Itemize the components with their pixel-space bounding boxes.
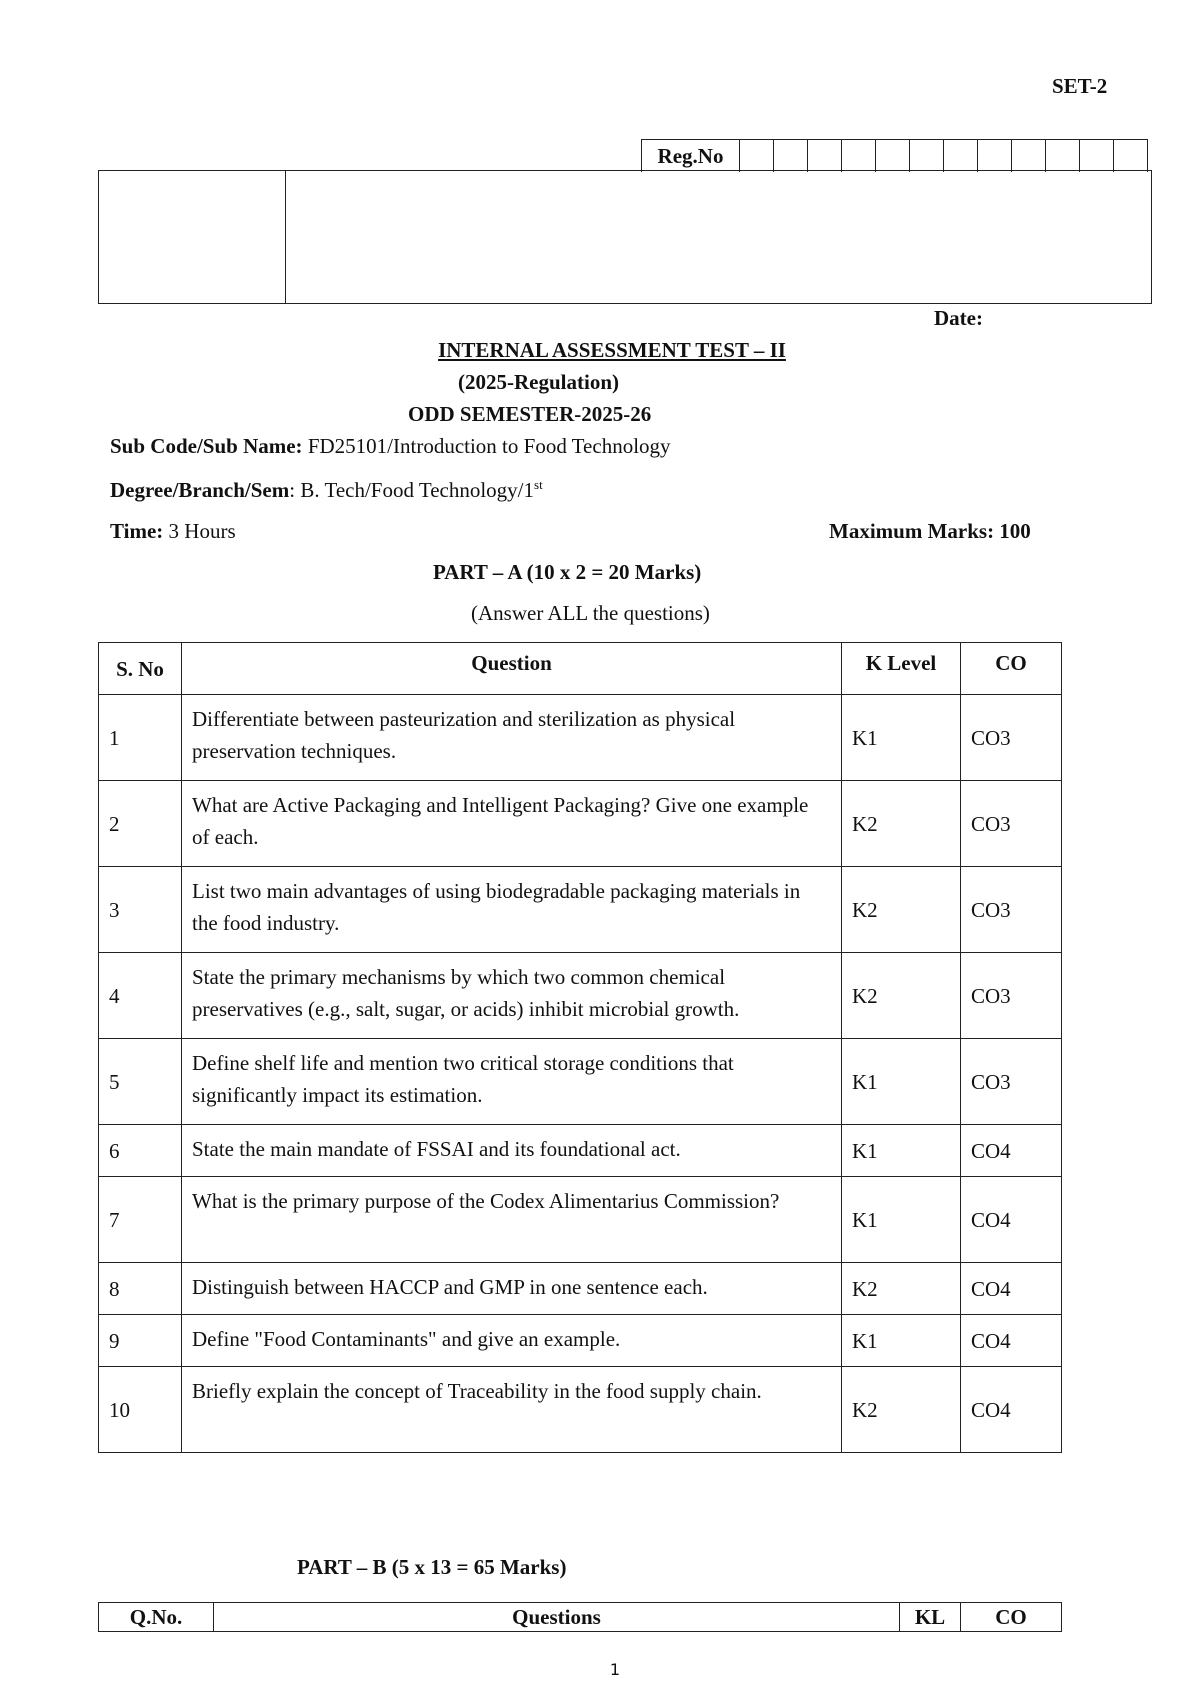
reg-no-box <box>1114 140 1148 172</box>
row-question: What is the primary purpose of the Codex Alimentarius Commission? <box>182 1177 842 1263</box>
row-k-level: K2 <box>842 867 961 953</box>
row-k-level: K1 <box>842 1177 961 1263</box>
degree-line <box>110 477 543 503</box>
time-label: Time: <box>110 519 164 543</box>
row-co: CO4 <box>961 1125 1062 1177</box>
row-co: CO3 <box>961 695 1062 781</box>
exam-title: INTERNAL ASSESSMENT TEST – II <box>438 338 786 362</box>
row-sno: 5 <box>99 1039 182 1125</box>
row-question: State the primary mechanisms by which two common chemical preservatives (e.g., salt, sugar, or acids) inhibit microbial growth. <box>182 953 842 1039</box>
reg-no-box <box>1012 140 1046 172</box>
col-k-level: K Level <box>842 643 961 695</box>
sub-code-value: FD25101/Introduction to Food Technology <box>302 434 671 458</box>
row-sno: 7 <box>99 1177 182 1263</box>
table-row <box>99 1263 1062 1315</box>
row-sno: 9 <box>99 1315 182 1367</box>
logo-area-divider <box>285 171 286 303</box>
col-co-b: CO <box>961 1603 1062 1632</box>
part-a-header-row <box>99 643 1062 695</box>
date-label: Date: <box>934 306 983 330</box>
reg-no-boxes <box>740 140 1148 172</box>
row-sno: 6 <box>99 1125 182 1177</box>
table-row <box>99 695 1062 781</box>
regulation: (2025-Regulation) <box>458 370 619 394</box>
col-qno: Q.No. <box>99 1603 214 1632</box>
row-question: Differentiate between pasteurization and sterilization as physical preservation techniques. <box>182 695 842 781</box>
reg-no-box <box>842 140 876 172</box>
row-sno: 4 <box>99 953 182 1039</box>
degree-sup: st <box>534 477 543 492</box>
row-co: CO4 <box>961 1315 1062 1367</box>
sub-code-label: Sub Code/Sub Name: <box>110 434 303 458</box>
table-row <box>99 953 1062 1039</box>
row-question: List two main advantages of using biodegradable packaging materials in the food industry. <box>182 867 842 953</box>
part-a-table <box>98 642 1062 1453</box>
reg-no-row <box>641 139 1148 172</box>
row-co: CO4 <box>961 1367 1062 1453</box>
row-sno: 8 <box>99 1263 182 1315</box>
reg-no-box <box>1046 140 1080 172</box>
col-co: CO <box>961 643 1062 695</box>
row-k-level: K1 <box>842 1125 961 1177</box>
row-sno: 3 <box>99 867 182 953</box>
row-co: CO3 <box>961 1039 1062 1125</box>
row-sno: 1 <box>99 695 182 781</box>
reg-no-label: Reg.No <box>642 140 740 172</box>
col-question: Question <box>182 643 842 695</box>
col-kl: KL <box>900 1603 961 1632</box>
reg-no-box <box>740 140 774 172</box>
time-value: 3 Hours <box>163 519 236 543</box>
row-k-level: K2 <box>842 1367 961 1453</box>
reg-no-box <box>774 140 808 172</box>
reg-no-box <box>910 140 944 172</box>
reg-no-box <box>978 140 1012 172</box>
table-row <box>99 867 1062 953</box>
part-b-heading: PART – B (5 x 13 = 65 Marks) <box>297 1555 567 1579</box>
part-a-instruction: (Answer ALL the questions) <box>471 601 710 625</box>
table-row <box>99 1367 1062 1453</box>
reg-no-box <box>1080 140 1114 172</box>
table-row <box>99 1315 1062 1367</box>
reg-no-box <box>808 140 842 172</box>
row-co: CO4 <box>961 1177 1062 1263</box>
row-co: CO3 <box>961 953 1062 1039</box>
row-k-level: K1 <box>842 695 961 781</box>
row-question: Define shelf life and mention two critical storage conditions that significantly impact its estimation. <box>182 1039 842 1125</box>
row-k-level: K2 <box>842 1263 961 1315</box>
part-b-table <box>98 1602 1062 1632</box>
header-box <box>98 170 1152 304</box>
row-question: State the main mandate of FSSAI and its foundational act. <box>182 1125 842 1177</box>
row-co: CO3 <box>961 867 1062 953</box>
reg-no-box <box>944 140 978 172</box>
row-k-level: K2 <box>842 953 961 1039</box>
row-k-level: K2 <box>842 781 961 867</box>
part-b-header-row <box>99 1603 1062 1632</box>
table-row <box>99 781 1062 867</box>
part-a-heading: PART – A (10 x 2 = 20 Marks) <box>433 560 702 584</box>
row-k-level: K1 <box>842 1039 961 1125</box>
col-sno: S. No <box>99 643 182 695</box>
table-row <box>99 1177 1062 1263</box>
max-marks: Maximum Marks: 100 <box>829 519 1031 543</box>
time-line <box>110 519 236 544</box>
page-number: 1 <box>609 1660 621 1679</box>
reg-no-box <box>876 140 910 172</box>
row-question: What are Active Packaging and Intelligent Packaging? Give one example of each. <box>182 781 842 867</box>
part-a-body <box>99 695 1062 1453</box>
row-co: CO3 <box>961 781 1062 867</box>
row-question: Define "Food Contaminants" and give an example. <box>182 1315 842 1367</box>
row-question: Briefly explain the concept of Traceability in the food supply chain. <box>182 1367 842 1453</box>
row-question: Distinguish between HACCP and GMP in one sentence each. <box>182 1263 842 1315</box>
degree-label: Degree/Branch/Sem <box>110 478 290 502</box>
row-sno: 10 <box>99 1367 182 1453</box>
row-co: CO4 <box>961 1263 1062 1315</box>
semester: ODD SEMESTER-2025-26 <box>408 402 652 426</box>
sub-code-line <box>110 434 671 459</box>
degree-value: : B. Tech/Food Technology/1 <box>289 478 535 502</box>
set-label: SET-2 <box>1052 74 1108 98</box>
table-row <box>99 1039 1062 1125</box>
row-k-level: K1 <box>842 1315 961 1367</box>
col-questions: Questions <box>214 1603 900 1632</box>
row-sno: 2 <box>99 781 182 867</box>
table-row <box>99 1125 1062 1177</box>
